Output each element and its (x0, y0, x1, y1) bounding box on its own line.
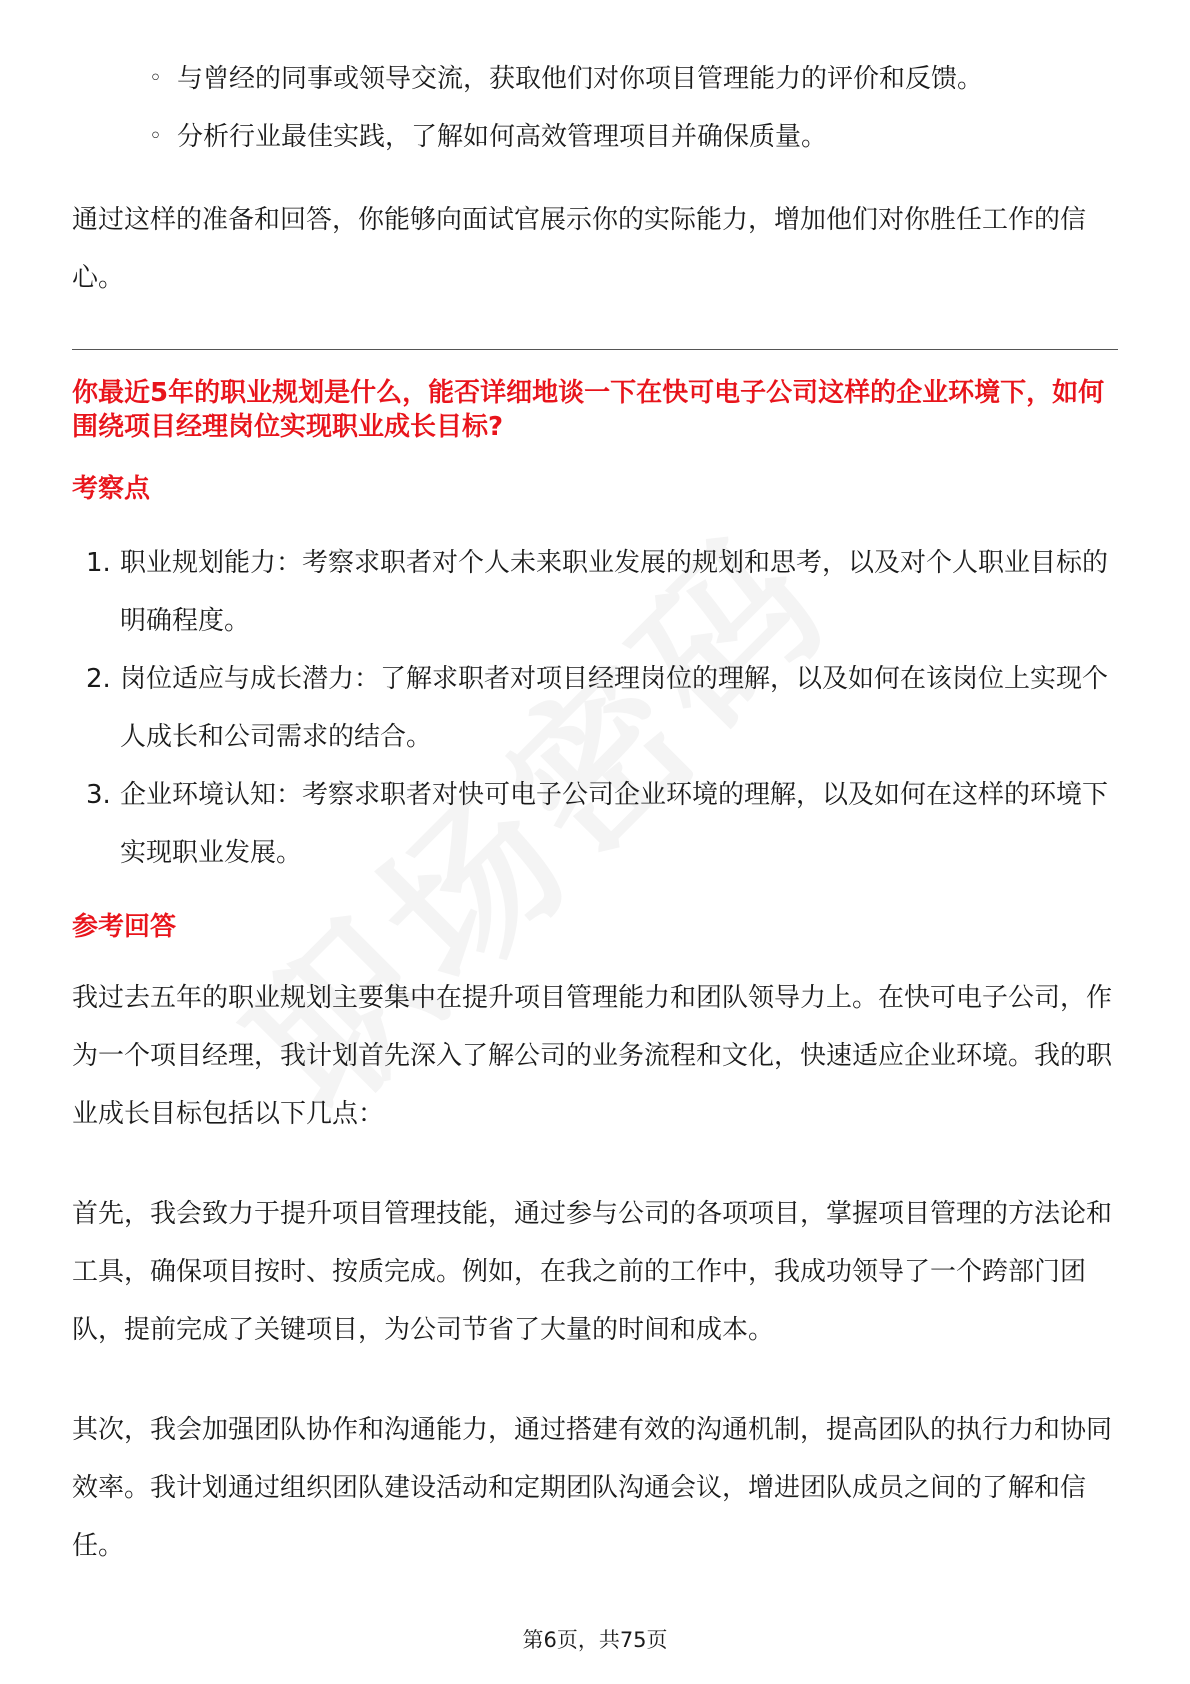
bullet-marker: ◦ (149, 66, 162, 91)
item-number: 2. (86, 664, 111, 694)
item-text: 职业规划能力：考察求职者对个人未来职业发展的规划和思考，以及对个人职业目标的明确程度。 (120, 548, 1109, 636)
list-item (72, 108, 1118, 166)
bullet-text: 分析行业最佳实践，了解如何高效管理项目并确保质量。 (177, 122, 828, 152)
points-heading: 考察点 (72, 474, 151, 504)
answer-paragraph: 我过去五年的职业规划主要集中在提升项目管理能力和团队领导力上。在快可电子公司，作为一个项目经理，我计划首先深入了解公司的业务流程和文化，快速适应企业环境。我的职业成长目标包括以下几点： (72, 983, 1113, 1129)
document-page (72, 50, 1118, 1575)
list-item (72, 766, 1118, 882)
bullet-list (72, 50, 1118, 166)
answer-heading: 参考回答 (72, 912, 177, 942)
section-divider (72, 349, 1118, 350)
list-item (72, 650, 1118, 766)
item-number: 1. (86, 548, 111, 578)
question-title: 你最近5年的职业规划是什么，能否详细地谈一下在快可电子公司这样的企业环境下，如何围绕项目经理岗位实现职业成长目标? (72, 378, 1105, 442)
bullet-marker: ◦ (149, 124, 162, 149)
item-number: 3. (86, 780, 111, 810)
item-text: 企业环境认知：考察求职者对快可电子公司企业环境的理解，以及如何在这样的环境下实现职业发展。 (120, 780, 1109, 868)
list-item (72, 50, 1118, 108)
list-item (72, 534, 1118, 650)
points-list (72, 534, 1118, 882)
bullet-text: 与曾经的同事或领导交流，获取他们对你项目管理能力的评价和反馈。 (177, 64, 984, 94)
page-footer: 第6页，共75页 (522, 1628, 668, 1652)
intro-paragraph: 通过这样的准备和回答，你能够向面试官展示你的实际能力，增加他们对你胜任工作的信心。 (72, 205, 1087, 293)
answer-paragraph: 首先，我会致力于提升项目管理技能，通过参与公司的各项项目，掌握项目管理的方法论和工具，确保项目按时、按质完成。例如，在我之前的工作中，我成功领导了一个跨部门团队，提前完成了关键项目，为公司节省了大量的时间和成本。 (72, 1199, 1113, 1345)
item-text: 岗位适应与成长潜力：了解求职者对项目经理岗位的理解，以及如何在该岗位上实现个人成长和公司需求的结合。 (120, 664, 1109, 752)
answer-paragraph: 其次，我会加强团队协作和沟通能力，通过搭建有效的沟通机制，提高团队的执行力和协同效率。我计划通过组织团队建设活动和定期团队沟通会议，增进团队成员之间的了解和信任。 (72, 1415, 1113, 1561)
